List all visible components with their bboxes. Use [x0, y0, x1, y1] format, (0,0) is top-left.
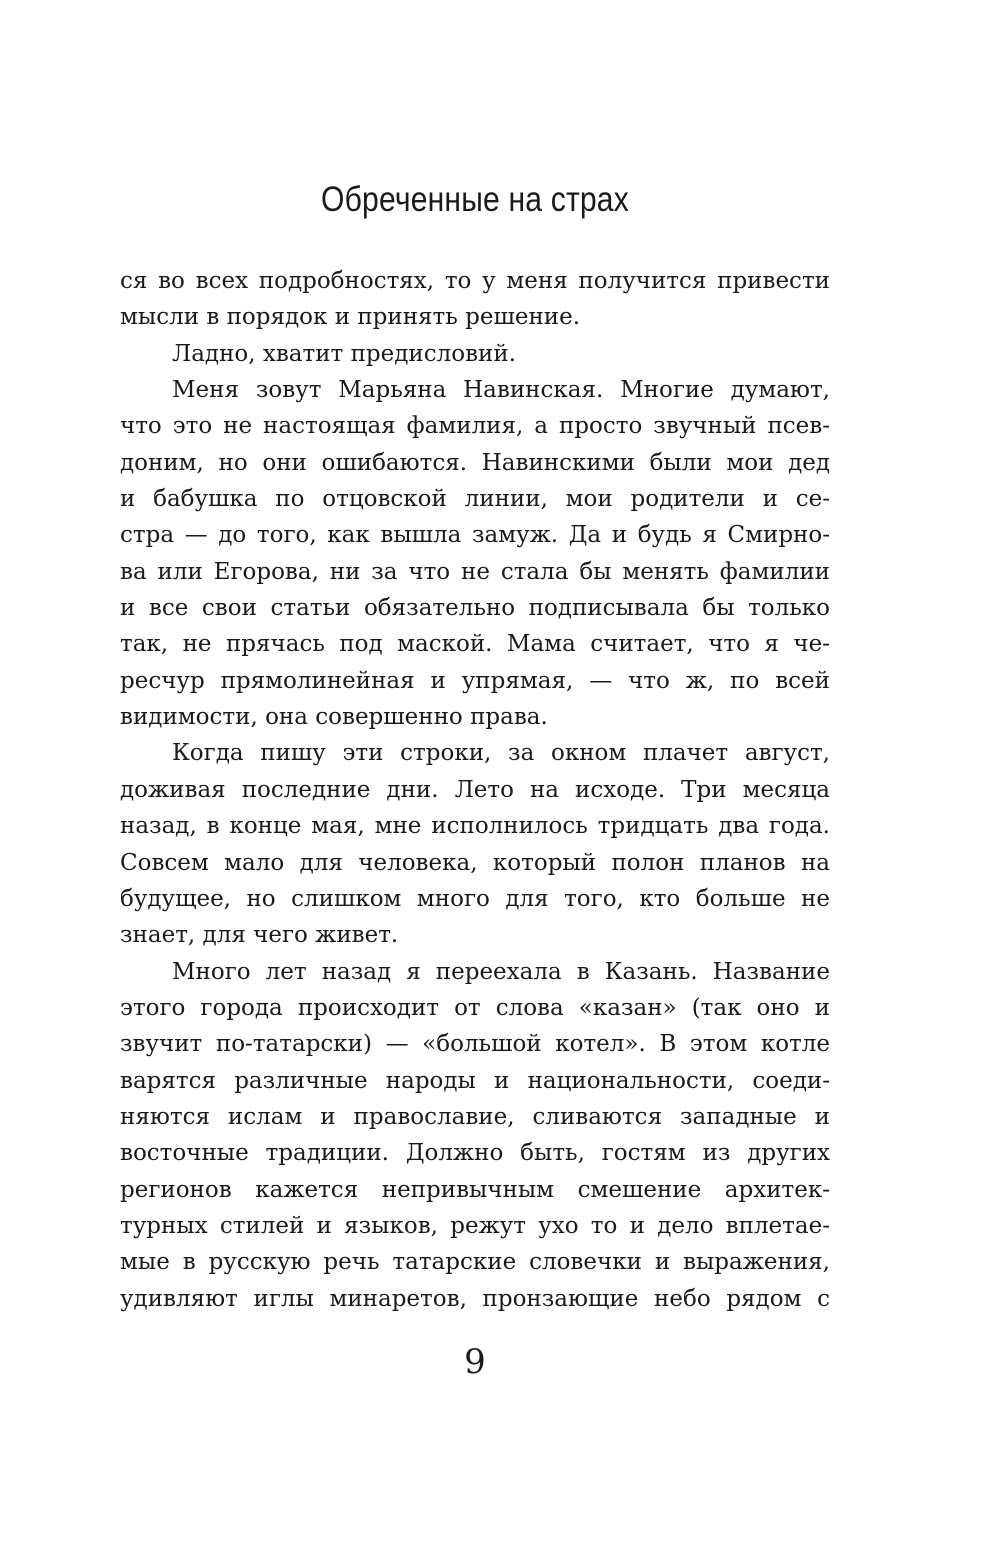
text-line: мысли в порядок и принять решение. [120, 304, 581, 331]
text-line: ресчур прямолинейная и упрямая, — что ж, по всей [120, 667, 830, 694]
text-line: будущее, но слишком много для того, кто больше не [120, 885, 830, 912]
text-line: назад, в конце мая, мне исполнилось тридцать два года. [120, 813, 830, 840]
text-line: видимости, она совершенно права. [120, 704, 548, 731]
running-head: Обреченные на страх [321, 180, 629, 219]
text-line: что это не настоящая фамилия, а просто звучный псев- [120, 413, 830, 440]
text-line: доживая последние дни. Лето на исходе. Три месяца [120, 776, 830, 803]
text-line: мые в русскую речь татарские словечки и выражения, [120, 1249, 830, 1276]
text-line: ся во всех подробностях, то у меня получится привести [120, 268, 830, 294]
text-line: няются ислам и православие, сливаются западные и [120, 1103, 830, 1130]
text-line: Ладно, хватит предисловий. [172, 340, 517, 367]
text-line: регионов кажется непривычным смешение архитек- [120, 1176, 830, 1203]
text-line: этого города происходит от слова «казан» (так оно и [120, 994, 830, 1021]
text-line: так, не прячась под маской. Мама считает, что я че- [120, 631, 830, 658]
text-line: ва или Егорова, ни за что не стала бы менять фамилии [120, 558, 830, 585]
text-line: и все свои статьи обязательно подписывала бы только [120, 595, 830, 622]
text-line: знает, для чего живет. [120, 922, 399, 949]
text-line: восточные традиции. Должно быть, гостям из других [120, 1140, 830, 1167]
text-line: стра — до того, как вышла замуж. Да и будь я Смирно- [120, 522, 830, 549]
text-line: звучит по-татарски) — «большой котел». В этом котле [120, 1031, 830, 1058]
text-line: Совсем мало для человека, который полон планов на [120, 849, 830, 876]
body-text [120, 263, 830, 1317]
text-line: турных стилей и языков, режут ухо то и дело вплетае- [120, 1212, 830, 1239]
text-line: варятся различные народы и национальности, соеди- [120, 1067, 830, 1094]
text-line: Меня зовут Марьяна Навинская. Многие думают, [172, 377, 830, 404]
text-line: Много лет назад я переехала в Казань. Название [172, 958, 830, 985]
text-line: доним, но они ошибаются. Навинскими были мои дед [120, 449, 830, 476]
page-number: 9 [464, 1342, 486, 1382]
text-line: Когда пишу эти строки, за окном плачет август, [172, 740, 830, 767]
text-line: удивляют иглы минаретов, пронзающие небо рядом с [120, 1285, 830, 1312]
text-line: и бабушка по отцовской линии, мои родители и се- [120, 486, 830, 513]
